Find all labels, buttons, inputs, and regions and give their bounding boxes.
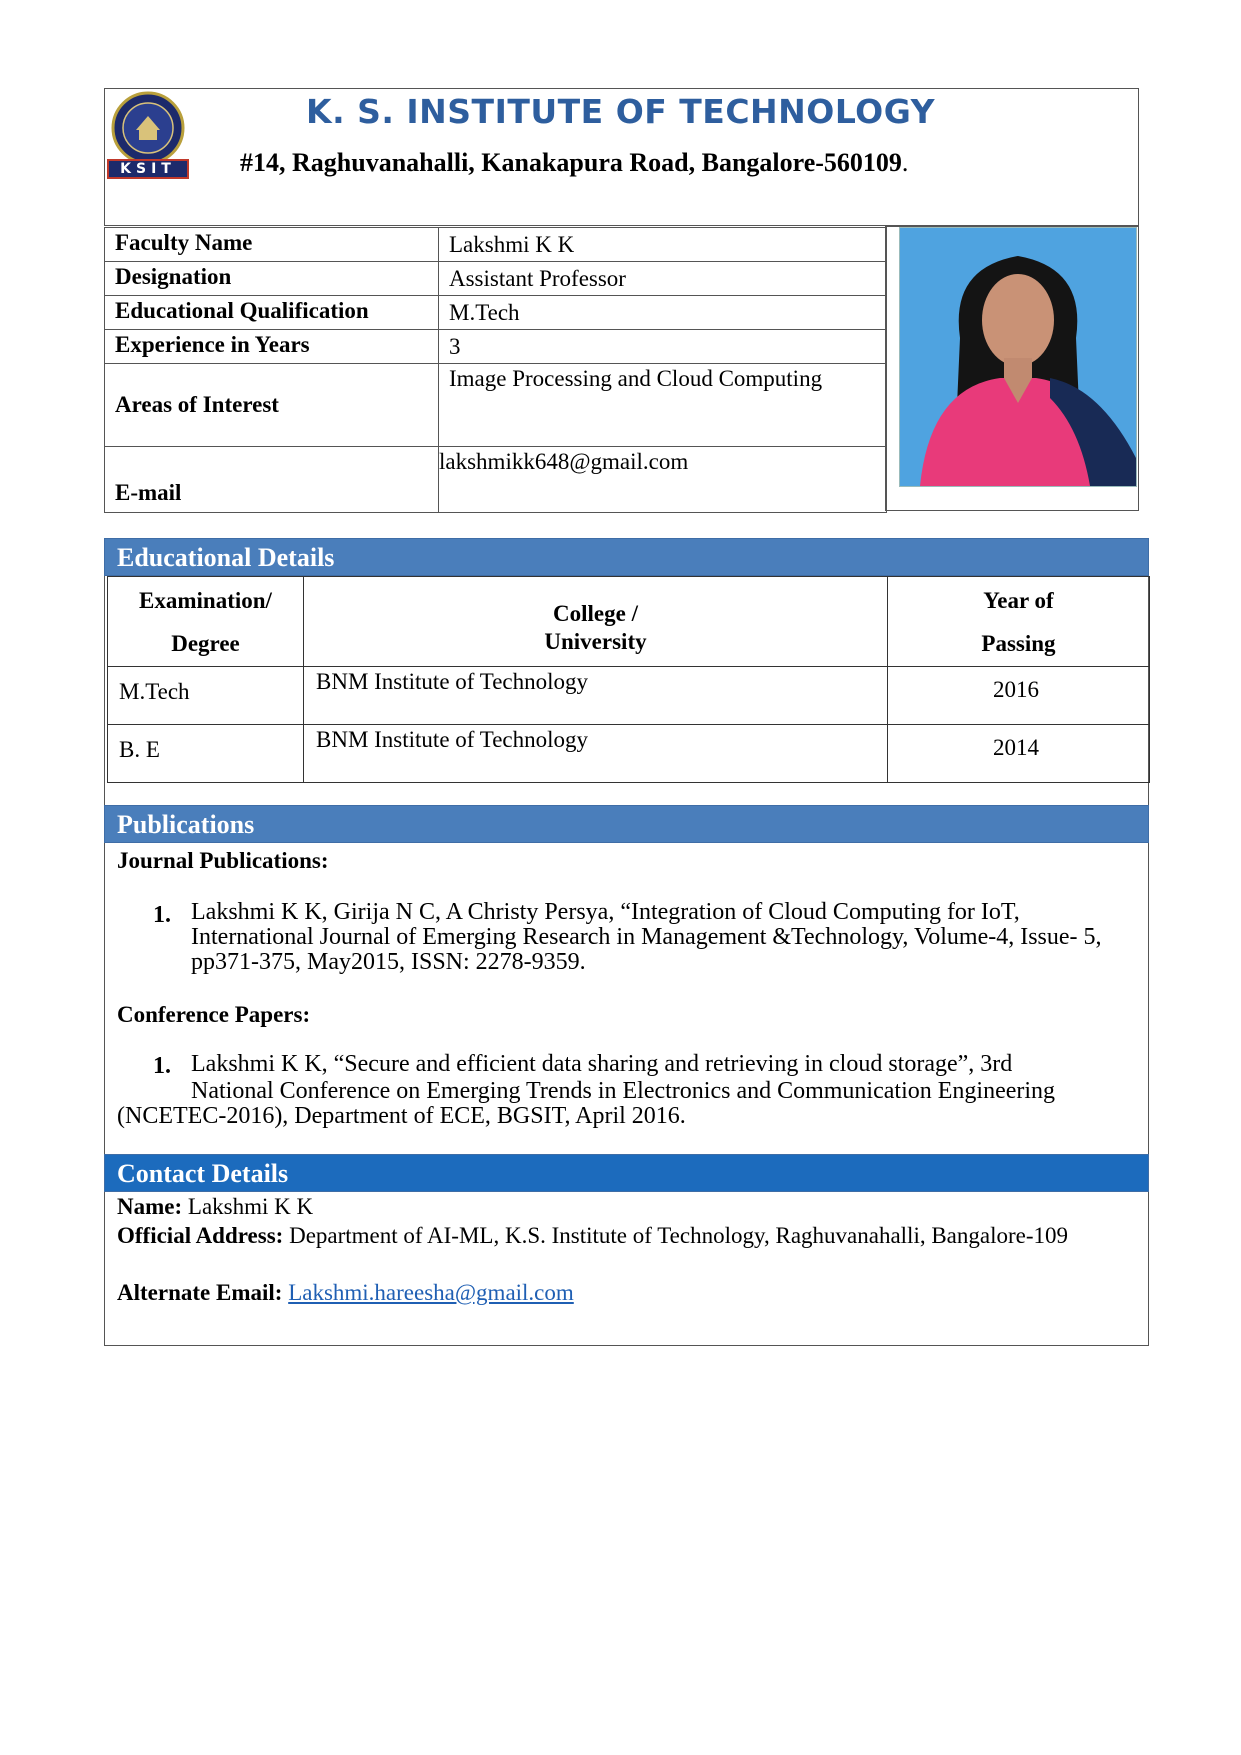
address-text: #14, Raghuvanahalli, Kanakapura Road, Bangalore-560109 [240,148,902,177]
header-year-line2: Passing [981,631,1056,656]
header-year [888,577,1150,667]
table-row [108,577,1150,667]
header-college-line1: College / [553,601,638,626]
table-row [105,228,887,262]
college-cell: BNM Institute of Technology [304,725,888,783]
qualification-value: M.Tech [439,296,887,330]
header-exam-line1: Examination/ [139,588,272,613]
contact-alt-email-label: Alternate Email: [117,1280,283,1305]
faculty-table [104,227,887,513]
contact-section-title: Contact Details [104,1154,1149,1192]
table-row [108,667,1150,725]
contact-address [117,1223,1068,1249]
contact-address-label: Official Address: [117,1223,284,1248]
journal-item-text [191,900,1102,975]
faculty-name-label: Faculty Name [105,228,439,262]
table-row [105,364,887,447]
conference-line3: (NCETEC-2016), Department of ECE, BGSIT, April 2016. [117,1103,686,1129]
header-college-line2: University [544,629,647,654]
journal-line3: pp371-375, May2015, ISSN: 2278-9359. [191,949,586,975]
contact-name-label: Name: [117,1194,183,1219]
table-row [105,447,887,513]
contact-address-value: Department of AI-ML, K.S. Institute of Technology, Raghuvanahalli, Bangalore-109 [289,1223,1069,1248]
experience-value: 3 [439,330,887,364]
address-period: . [901,148,909,177]
journal-heading: Journal Publications: [117,848,329,873]
portrait-image [900,228,1136,486]
designation-label: Designation [105,262,439,296]
journal-item-number: 1. [153,902,171,928]
header-examination [108,577,304,667]
header-college [304,577,888,667]
education-table [107,576,1150,783]
journal-line2: International Journal of Emerging Research in Management &Technology, Volume-4, Issue- 5, [191,924,1102,950]
table-row [105,262,887,296]
qualification-label: Educational Qualification [105,296,439,330]
experience-label: Experience in Years [105,330,439,364]
header-year-line1: Year of [983,588,1054,613]
institute-title: K. S. INSTITUTE OF TECHNOLOGY [306,92,935,131]
college-cell: BNM Institute of Technology [304,667,888,725]
alt-email-link[interactable]: Lakshmi.hareesha@gmail.com [288,1280,574,1305]
faculty-name-value: Lakshmi K K [439,228,887,262]
email-value: lakshmikk648@gmail.com [439,447,887,513]
degree-cell: M.Tech [108,667,304,725]
header-exam-line2: Degree [171,631,240,656]
logo-text: KSIT [120,161,176,177]
contact-name [117,1194,313,1220]
table-row [105,330,887,364]
faculty-photo [899,227,1137,487]
interest-label: Areas of Interest [105,364,439,447]
education-section-title: Educational Details [104,538,1149,576]
conference-heading: Conference Papers: [117,1002,311,1027]
table-row [105,296,887,330]
interest-value: Image Processing and Cloud Computing [439,364,887,447]
conference-item-number: 1. [153,1053,171,1079]
contact-name-value: Lakshmi K K [187,1194,314,1219]
conference-line2: National Conference on Emerging Trends in Electronics and Communication Engineering [191,1078,1056,1104]
institute-address [240,148,908,178]
table-row [108,725,1150,783]
degree-cell: B. E [108,725,304,783]
publications-section-title: Publications [104,805,1149,843]
journal-line1: Lakshmi K K, Girija N C, A Christy Persya, “Integration of Cloud Computing for IoT, [191,899,1020,925]
year-cell: 2016 [888,667,1150,725]
contact-alt-email [117,1280,574,1306]
designation-value: Assistant Professor [439,262,887,296]
year-cell: 2014 [888,725,1150,783]
email-label: E-mail [105,447,439,513]
conference-line1: Lakshmi K K, “Secure and efficient data sharing and retrieving in cloud storage”, 3rd [191,1051,1013,1077]
